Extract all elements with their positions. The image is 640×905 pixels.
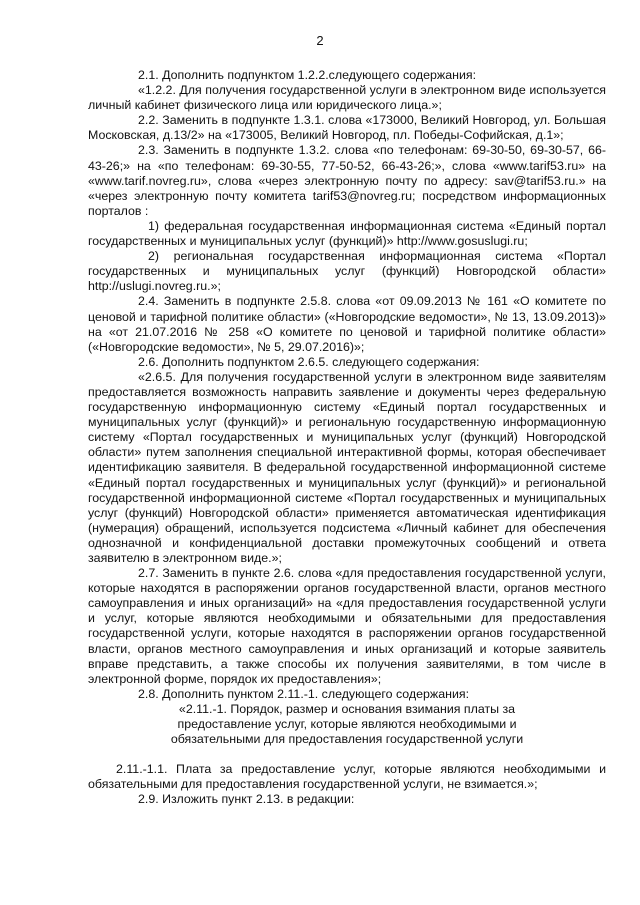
paragraph-2-7: 2.7. Заменить в пункте 2.6. слова «для предоставления государственной услуги, которые находятся в распоряжении органов государственной власти, органов местного самоуправления и иных организаций» на «для предоставления государственной услуги и услуг, которые являются необходимыми и обязательными для предоставления государственной услуги, которые находятся в распоряжении органов государственной власти, органов местного самоуправления и иных организаций и которые заявитель вправе представить, а также способы их получения заявителями, в том числе в электронной форме, порядок их предоставления»; xyxy=(88,566,606,686)
paragraph-2-6-5: «2.6.5. Для получения государственной услуги в электронном виде заявителям предоставляется возможность направить заявление и документы через федеральную государственную информационную систему «Единый портал государственных и муниципальных услуг (функций)» и региональную государственную информационную систему «Портал государственных и муниципальных услуг (функций) Новгородской области» путем заполнения специальной интерактивной формы, которая обеспечивает идентификацию заявителя. В федеральной государственной информационной системе «Единый портал государственных и муниципальных услуг (функций)» и региональной государственной информационной системе «Портал государственных и муниципальных услуг (функций) Новгородской области» применяется автоматическая идентификация (нумерация) обращений, используется подсистема «Личный кабинет для обеспечения однозначной и конфиденциальной доставки промежуточных сообщений и ответа заявителю в электронном виде.»; xyxy=(88,369,606,565)
page-number: 2 xyxy=(316,33,324,48)
heading-line: предоставление услуг, которые являются необходимыми и xyxy=(177,717,517,732)
paragraph-1-2-2: «1.2.2. Для получения государственной услуги в электронном виде используется личный кабинет физического лица или юридического лица.»; xyxy=(88,83,606,113)
heading-line: обязательными для предоставления государственной услуги xyxy=(170,732,524,747)
paragraph-2-2: 2.2. Заменить в подпункте 1.3.1. слова «173000, Великий Новгород, ул. Большая Московская, д.13/2» на «173005, Великий Новгород, пл. Победы-Софийская, д.1»; xyxy=(88,113,606,143)
paragraph-portal-1: 1) федеральная государственная информационная система «Единый портал государственных и муниципальных услуг (функций)» http://www.gosuslugi.ru; xyxy=(88,218,606,249)
paragraph-portal-2: 2) региональная государственная информационная система «Портал государственных и муниципальных услуг (функций) Новгородской области» http://uslugi.novreg.ru.»; xyxy=(88,249,606,294)
heading-line: «2.11.-1. Порядок, размер и основания взимания платы за xyxy=(178,701,516,716)
document-body xyxy=(88,68,606,808)
spacer xyxy=(88,747,606,762)
paragraph-2-4: 2.4. Заменить в подпункте 2.5.8. слова «от 09.09.2013 № 161 «О комитете по ценовой и тарифной политике области» («Новгородские ведомости», № 13, 13.09.2013)» на «от 21.07.2016 № 258 «О комитете по ценовой и тарифной политике области» («Новгородские ведомости», № 5, 29.07.2016)»; xyxy=(88,294,606,354)
centered-heading xyxy=(88,702,606,747)
paragraph-2-3: 2.3. Заменить в подпункте 1.3.2. слова «по телефонам: 69-30-50, 69-30-57, 66-43-26;» на «по телефонам: 69-30-55, 77-50-52, 66-43-26;», слова «www.tarif53.ru» на «www.tarif.novreg.ru», слова «через электронную почту по адресу: sav@tarif53.ru.» на «через электронную почту комитета tarif53@novreg.ru; посредством информационных порталов : xyxy=(88,143,606,218)
paragraph-2-1: 2.1. Дополнить подпунктом 1.2.2.следующего содержания: xyxy=(138,68,477,82)
paragraph-2-8: 2.8. Дополнить пунктом 2.11.-1. следующего содержания: xyxy=(138,686,470,701)
paragraph-2-6: 2.6. Дополнить подпунктом 2.6.5. следующего содержания: xyxy=(138,354,480,369)
paragraph-2-9: 2.9. Изложить пункт 2.13. в редакции: xyxy=(138,792,355,807)
paragraph-2-11-1-1: 2.11.-1.1. Плата за предоставление услуг, которые являются необходимыми и обязательными для предоставления государственной услуги, не взимается.»; xyxy=(88,762,606,792)
